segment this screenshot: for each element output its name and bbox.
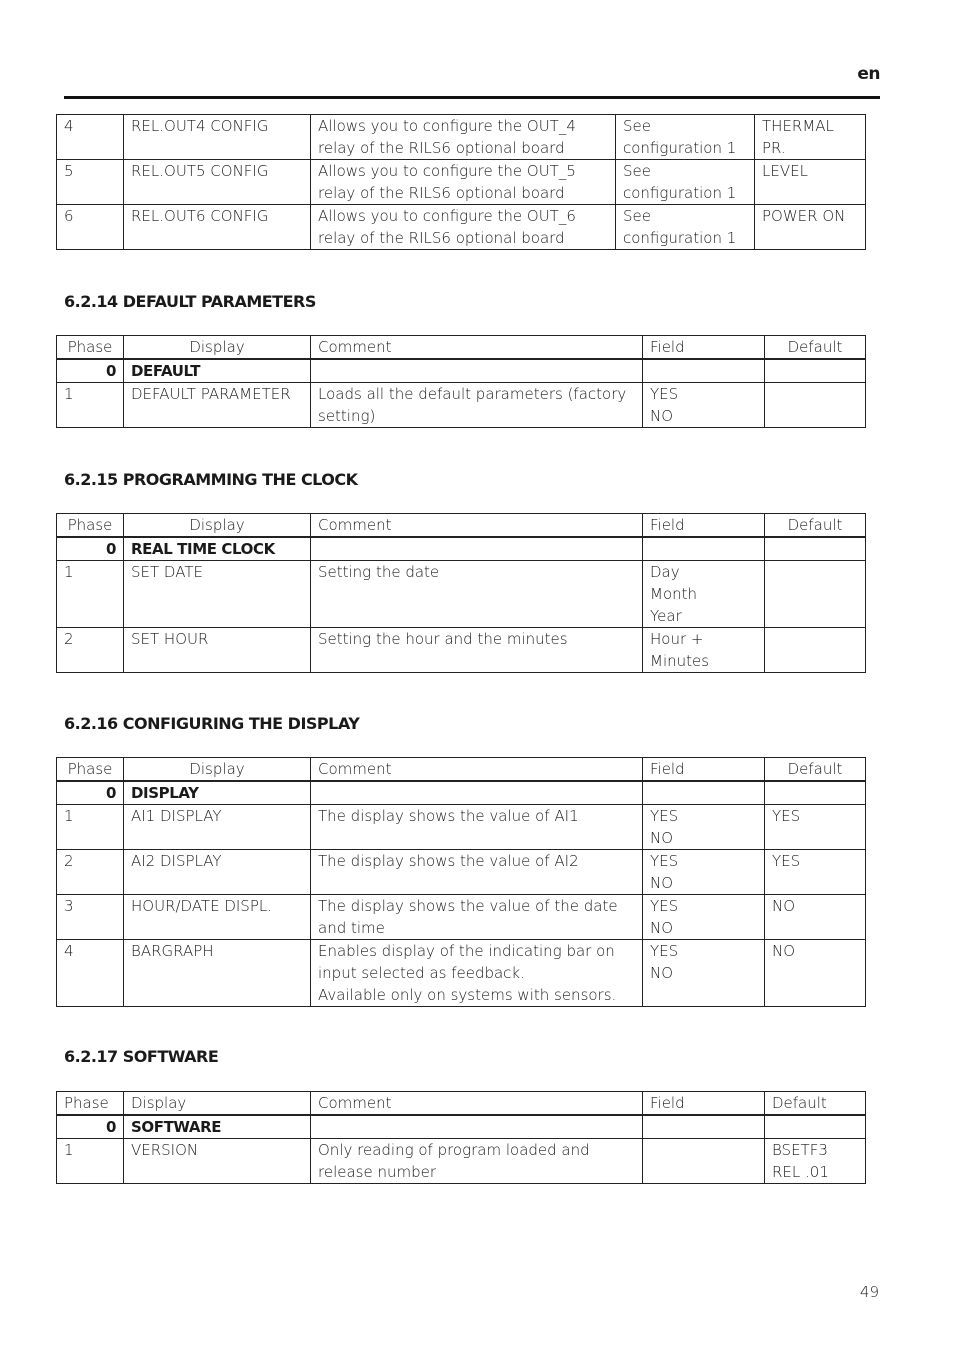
header-phase: Phase xyxy=(57,1092,124,1116)
cell-comment: Enables display of the indicating bar on input selected as feedback. Available only on systems with sensors. xyxy=(311,940,643,1007)
cell-display: REL.OUT4 CONFIG xyxy=(124,115,311,160)
cell-field: See configuration 1 xyxy=(616,115,755,160)
header-field: Field xyxy=(643,1092,765,1116)
table-row xyxy=(57,383,866,428)
cell-phase: 5 xyxy=(57,160,124,205)
table-row xyxy=(57,160,866,205)
default-parameters-table xyxy=(56,335,866,428)
header-comment: Comment xyxy=(311,514,643,538)
table-row xyxy=(57,805,866,850)
header-display: Display xyxy=(124,514,311,538)
section-title: 6.2.16 CONFIGURING THE DISPLAY xyxy=(64,714,360,733)
cell-comment: Allows you to configure the OUT_4 relay of the RILS6 optional board xyxy=(311,115,616,160)
cell-field: YES NO xyxy=(643,383,765,428)
cell-default xyxy=(765,383,866,428)
cell-comment: Setting the date xyxy=(311,561,643,628)
language-code: en xyxy=(857,64,880,84)
cell-field: See configuration 1 xyxy=(616,160,755,205)
table-row xyxy=(57,850,866,895)
table-row xyxy=(57,781,866,805)
header-default: Default xyxy=(765,336,866,360)
cell-default: NO xyxy=(765,940,866,1007)
table-header-row xyxy=(57,758,866,782)
header-rule xyxy=(64,96,880,99)
cell-display: DEFAULT PARAMETER xyxy=(124,383,311,428)
table-row xyxy=(57,940,866,1007)
cell-field: YES NO xyxy=(643,805,765,850)
display-config-table xyxy=(56,757,866,1007)
cell-default: BSETF3 REL .01 xyxy=(765,1139,866,1184)
header-display: Display xyxy=(124,758,311,782)
cell-display: REL.OUT5 CONFIG xyxy=(124,160,311,205)
cell-default xyxy=(765,359,866,383)
cell-comment: The display shows the value of AI1 xyxy=(311,805,643,850)
table-header-row xyxy=(57,336,866,360)
cell-display: SET HOUR xyxy=(124,628,311,673)
cell-comment: Loads all the default parameters (factory setting) xyxy=(311,383,643,428)
header-comment: Comment xyxy=(311,758,643,782)
page-number: 49 xyxy=(859,1283,879,1301)
cell-display: BARGRAPH xyxy=(124,940,311,1007)
cell-display: VERSION xyxy=(124,1139,311,1184)
cell-field xyxy=(643,537,765,561)
cell-default xyxy=(765,628,866,673)
header-default: Default xyxy=(765,514,866,538)
cell-phase: 1 xyxy=(57,805,124,850)
cell-phase: 2 xyxy=(57,628,124,673)
header-display: Display xyxy=(124,336,311,360)
cell-default: THERMAL PR. xyxy=(755,115,866,160)
table-row xyxy=(57,1115,866,1139)
cell-default: YES xyxy=(765,850,866,895)
header-field: Field xyxy=(643,758,765,782)
software-table xyxy=(56,1091,866,1184)
cell-display: AI1 DISPLAY xyxy=(124,805,311,850)
cell-default xyxy=(765,781,866,805)
header-field: Field xyxy=(643,514,765,538)
cell-display: DISPLAY xyxy=(124,781,311,805)
header-default: Default xyxy=(765,1092,866,1116)
table-row xyxy=(57,359,866,383)
cell-comment: Only reading of program loaded and release number xyxy=(311,1139,643,1184)
cell-display: DEFAULT xyxy=(124,359,311,383)
cell-comment: Allows you to configure the OUT_6 relay of the RILS6 optional board xyxy=(311,205,616,250)
cell-phase: 4 xyxy=(57,940,124,1007)
cell-phase: 0 xyxy=(57,781,124,805)
table-row xyxy=(57,205,866,250)
cell-field: YES NO xyxy=(643,940,765,1007)
table-header-row xyxy=(57,1092,866,1116)
header-field: Field xyxy=(643,336,765,360)
table-row xyxy=(57,561,866,628)
cell-phase: 1 xyxy=(57,1139,124,1184)
cell-default xyxy=(765,561,866,628)
cell-display: REL.OUT6 CONFIG xyxy=(124,205,311,250)
header-display: Display xyxy=(124,1092,311,1116)
table-row xyxy=(57,895,866,940)
cell-default xyxy=(765,537,866,561)
header-default: Default xyxy=(765,758,866,782)
section-title: 6.2.15 PROGRAMMING THE CLOCK xyxy=(64,470,358,489)
cell-default: NO xyxy=(765,895,866,940)
cell-field xyxy=(643,1139,765,1184)
cell-phase: 6 xyxy=(57,205,124,250)
header-phase: Phase xyxy=(57,514,124,538)
header-comment: Comment xyxy=(311,336,643,360)
header-phase: Phase xyxy=(57,758,124,782)
header-comment: Comment xyxy=(311,1092,643,1116)
cell-field: Hour + Minutes xyxy=(643,628,765,673)
cell-phase: 1 xyxy=(57,383,124,428)
cell-phase: 2 xyxy=(57,850,124,895)
cell-comment: The display shows the value of AI2 xyxy=(311,850,643,895)
table-row xyxy=(57,115,866,160)
cell-display: HOUR/DATE DISPL. xyxy=(124,895,311,940)
cell-field: YES NO xyxy=(643,895,765,940)
cell-field: Day Month Year xyxy=(643,561,765,628)
clock-table xyxy=(56,513,866,673)
cell-phase: 4 xyxy=(57,115,124,160)
cell-default: YES xyxy=(765,805,866,850)
cell-default: POWER ON xyxy=(755,205,866,250)
cell-default xyxy=(765,1115,866,1139)
section-title: 6.2.17 SOFTWARE xyxy=(64,1047,219,1066)
header-phase: Phase xyxy=(57,336,124,360)
cell-default: LEVEL xyxy=(755,160,866,205)
cell-comment xyxy=(311,781,643,805)
cell-phase: 1 xyxy=(57,561,124,628)
table-row xyxy=(57,537,866,561)
cell-display: REAL TIME CLOCK xyxy=(124,537,311,561)
cell-phase: 0 xyxy=(57,359,124,383)
section-title: 6.2.14 DEFAULT PARAMETERS xyxy=(64,292,316,311)
cell-display: SOFTWARE xyxy=(124,1115,311,1139)
cell-field: See configuration 1 xyxy=(616,205,755,250)
cell-comment: Setting the hour and the minutes xyxy=(311,628,643,673)
cell-comment: Allows you to configure the OUT_5 relay of the RILS6 optional board xyxy=(311,160,616,205)
cell-comment xyxy=(311,1115,643,1139)
cell-field: YES NO xyxy=(643,850,765,895)
table-header-row xyxy=(57,514,866,538)
cell-display: SET DATE xyxy=(124,561,311,628)
cell-comment xyxy=(311,537,643,561)
cell-field xyxy=(643,359,765,383)
table-row xyxy=(57,628,866,673)
cell-phase: 0 xyxy=(57,537,124,561)
cell-comment xyxy=(311,359,643,383)
cell-phase: 0 xyxy=(57,1115,124,1139)
relay-config-table xyxy=(56,114,866,250)
table-row xyxy=(57,1139,866,1184)
cell-comment: The display shows the value of the date and time xyxy=(311,895,643,940)
cell-field xyxy=(643,1115,765,1139)
cell-phase: 3 xyxy=(57,895,124,940)
cell-display: AI2 DISPLAY xyxy=(124,850,311,895)
cell-field xyxy=(643,781,765,805)
